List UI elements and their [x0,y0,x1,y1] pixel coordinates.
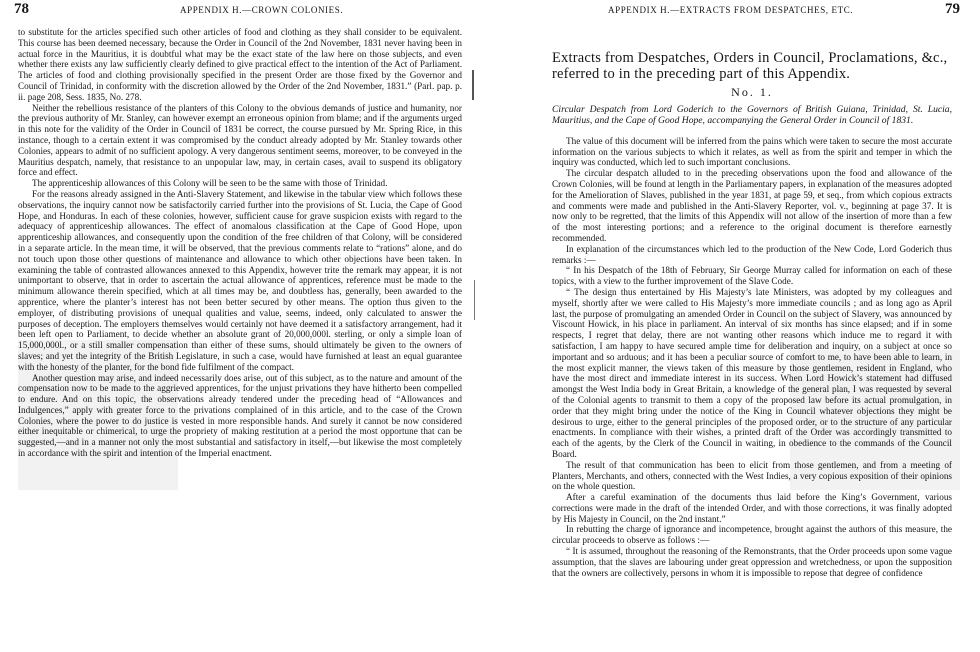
paragraph: Another question may arise, and indeed necessarily does arise, out of this subject, as to the nature and amount of the compensation now to be made to the aggrieved apprentices, for the unjust privations they have hitherto been compelled to endure. And on this topic, the observations already tendered under the preceding head of “Allowances and Indulgences,” apply with greater force to the privations complained of in this article, and to the case of the Crown Colonies, where the power to do justice is vested in more responsible hands. And surely it cannot be now considered either inequitable or chimerical, to urge the propriety of making restitution at a period the most opportune that can be suggested,—and in a manner not only the most substantial and satisfactory in itself,—but likewise the most completely in accordance with the spirit and intention of the Imperial enactment. [18,372,462,459]
paragraph: “ The design thus entertained by His Majesty’s late Ministers, was adopted by my colleagues and myself, shortly after we were called to His Majesty’s more immediate councils ; and as long ago as April last, the purpose of promulgating an amended Order in Council on the subject of Slavery, was announced by Viscount Howick, in his place in parliament. An interval of six months has since elapsed; and if in some respects, I regret that delay, there are not wanting other reasons which induce me to regard it with satisfaction, I am happy to have secured ample time for deliberation and inquiry, on a subject at once so important and so arduous; and it has been a peculiar source of comfort to me, to have been able to learn, in the most explicit manner, the views taken of this measure by those gentlemen, resident in England, who have the most direct and immediate interest in its success. When Lord Howick’s statement had diffused amongst the West India body in Great Britain, a knowledge of the general plan, I was requested by several of the Colonial agents to transmit to them a copy of the proposed law before its actual promulgation, in order that they might bring under the notice of the King in Council whatever objections they might be desirous to urge, either to the general principles of the proposed order, or to the structure of any particular enactments. In compliance with their wishes, a printed draft of the Order was accordingly transmitted to each of the agents, by the Clerk of the Council in waiting, in obedience to the commands of the Council Board. [552,286,952,459]
text-body [18,27,462,459]
paragraph: After a careful examination of the documents thus laid before the King’s Government, various corrections were made in the draft of the intended Order, and with those corrections, it was finally adopted by His Majesty in Council, on the 2nd instant.” [552,492,952,524]
paragraph: “ In his Despatch of the 18th of February, Sir George Murray called for information on each of these topics, with a view to the further improvement of the Slave Code. [552,265,952,287]
running-header [490,2,980,20]
section-number: No. 1. [731,85,773,99]
paragraph: The value of this document will be inferred from the pains which were taken to secure the most accurate information on the various subjects to which it relates, as well as from the spirit and temper in which the inquiry was conducted, which led to such important conclusions. [552,135,952,168]
paragraph: to substitute for the articles specified such other articles of food and clothing as they shall consider to be equivalent. This course has been deemed necessary, because the Order in Council of the 2nd November, 1831 never having been in actual force in the Mauritius, it is doubtful what may be the exact state of the law here on those subjects, and even whether there exists any law sufficiently clearly defined to give practical effect to the intention of the Act of Parliament. The articles of food and clothing provisionally specified in the present Order are those fixed by the Governor and Council of Trinidad, in conformity with the discretion allowed by the Order of the 2nd November, 1831.” (Parl. pap. p. ii. page 208, Sess. 1835, No. 278. [18,27,462,102]
document-subheading: Circular Despatch from Lord Goderich to the Governors of British Guiana, Trinidad, St. Lucia, Mauritius, and the Cape of Good Hope, accompanying the General Order in Council of 1831. [552,103,952,126]
paragraph: The apprenticeship allowances of this Colony will be seen to be the same with those of Trinidad. [32,178,388,189]
running-head-title: APPENDIX H.—EXTRACTS FROM DESPATCHES, ETC. [608,5,854,15]
paragraph: The result of that communication has been to elicit from those gentlemen, and from a meeting of Planters, Merchants, and others, connected with the West Indies, a very copious exposition of their opinions on the whole question. [552,459,952,492]
text-body [552,50,952,578]
paragraph: The circular despatch alluded to in the preceding observations upon the food and allowance of the Crown Colonies, will be found at length in the Parliamentary papers, in explanation of the measures adopted for the Amelioration of Slaves, published in the year 1831, at page 59, et seq., from which copious extracts and comments were made and published in the Anti-Slavery Reporter, vol. v., beginning at page 37. It is now only to be regretted, that the limits of this Appendix will not allow of the insertion of more than a few of the most interesting portions; and a reference to the original document is therefore earnestly recommended. [552,168,952,243]
right-page [490,0,980,652]
running-header [0,2,475,20]
page-number: 79 [945,1,960,17]
page-number: 78 [14,1,29,17]
section-heading: Extracts from Despatches, Orders in Council, Proclamations, &c., referred to in the preceding part of this Appendix. [552,50,948,82]
paragraph: Neither the rebellious resistance of the planters of this Colony to the obvious demands of justice and humanity, nor the previous authority of Mr. Stanley, can however exempt an erroneous opinion from blame; and if the arguments urged in this note for the validity of the Order in Council of 1831 be correct, the course pursued by Mr. Spring Rice, in this instance, though to a certain extent it was compromised by the conduct already adopted by Mr. Stanley towards other Colonies, appears to admit of no sufficient apology. A very dangerous sentiment seems, moreover, to be conveyed in the Mauritius despatch, namely, that resistance to an unpopular law, may, in certain cases, avail to suspend its obligatory force and effect. [18,102,462,178]
running-head-title: APPENDIX H.—CROWN COLONIES. [180,5,344,15]
paragraph: In explanation of the circumstances which led to the production of the New Code, Lord Goderich thus remarks :— [552,243,952,265]
paragraph: In rebutting the charge of ignorance and incompetence, brought against the authors of this measure, the circular proceeds to observe as follows :— [552,524,952,546]
paragraph: For the reasons already assigned in the Anti-Slavery Statement, and likewise in the tabular view which follows these observations, the inquiry cannot now be satisfactorily carried further into the provisions of St. Lucia, the Cape of Good Hope, and Honduras. In each of these colonies, however, sufficient cause for grave suspicion exists with regard to the adequacy of apprenticeship allowances. The effect of anomalous classification at the Cape of Good Hope, upon apprenticeship allowances, and consequently upon the condition of the free children of that Colony, will be considered in a separate article. In the mean time, it will be observed, that the previous comments relate to “rations” alone, and do not touch upon those other questions of maintenance and allowance to which other objections have been taken. In examining the table of contrasted allowances annexed to this Appendix, however trite the remark may appear, it is not unimportant to observe, that in order to ascertain the actual allowance of apprentices, reference must be made to the minimum allowance therein specified, which at all times may be, and doubtless has, generally, been awarded to the apprentice, where the planter’s interest has not been better secured by other means. The option thus given to the employer, of distributing provisions of unequal qualities and value, seems, indeed, only calculated to answer the purposes of deception. The employers themselves would certainly not have deemed it a satisfactory arrangement, had it been left open to Parliament, to decide whether an absolute grant of 20,000,000l. sterling, or only a simple loan of 15,000,000l., or a still smaller compensation than either of these sums, should ultimately be given to the owners of slaves; and yet the integrity of the British Legislature, in such a case, would have furnished at least an equal guarantee with the honesty of the planter, for the bond fide fulfilment of the compact. [18,188,462,372]
left-page [0,0,475,652]
paragraph: “ It is assumed, throughout the reasoning of the Remonstrants, that the Order proceeds upon some vague assumption, that the slaves are labouring under great oppression and wretchedness, or upon the supposition that the owners are collectively, persons in whom it is impossible to repose that degree of confidence [552,546,952,578]
